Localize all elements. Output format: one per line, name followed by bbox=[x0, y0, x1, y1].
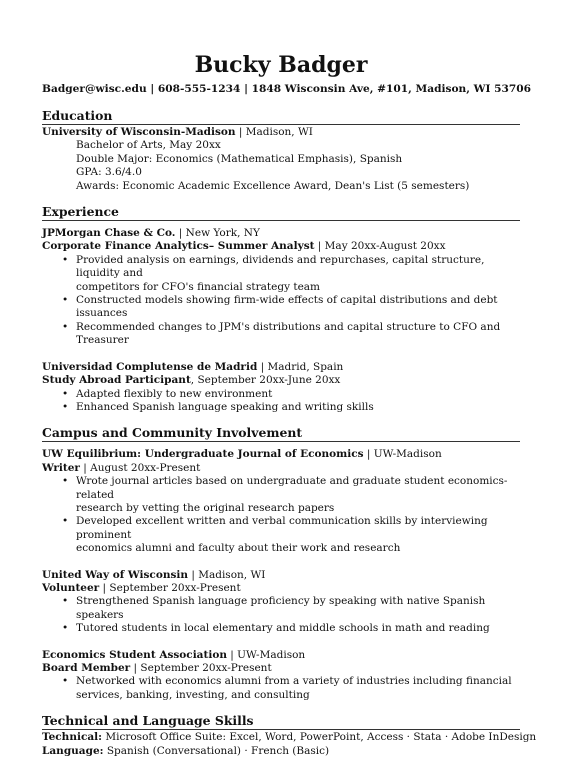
bullet-text: Networked with economics alumni from a variety of industries including financial bbox=[76, 675, 512, 688]
skills-section bbox=[42, 713, 537, 758]
bullet-item bbox=[62, 475, 520, 515]
bullet-list bbox=[42, 388, 520, 415]
role-dates: | May 20xx-August 20xx bbox=[314, 240, 446, 253]
gpa-line: GPA: 3.6/4.0 bbox=[76, 166, 142, 179]
campus-entry bbox=[42, 649, 520, 703]
bullet-text-cont: research by vetting the original research papers bbox=[76, 501, 335, 514]
experience-entry bbox=[42, 361, 520, 415]
bullet-text: Provided analysis on earnings, dividends and repurchases, capital structure, liquidity and bbox=[76, 253, 485, 280]
org-name: Universidad Complutense de Madrid bbox=[42, 360, 258, 373]
org-location: | New York, NY bbox=[175, 227, 260, 240]
education-title: Education bbox=[42, 108, 520, 125]
role-line bbox=[42, 582, 520, 595]
role-dates: | September 20xx-Present bbox=[130, 662, 272, 674]
bullet-text-cont: economics alumni and faculty about their work and research bbox=[76, 542, 401, 555]
org-line bbox=[42, 227, 520, 240]
role-name: Study Abroad Participant bbox=[42, 374, 191, 387]
experience-section bbox=[42, 204, 520, 414]
language-line bbox=[42, 745, 520, 758]
skills-title: Technical and Language Skills bbox=[42, 713, 520, 730]
campus-entry bbox=[42, 448, 520, 555]
school-location: | Madison, WI bbox=[235, 126, 313, 138]
org-line bbox=[42, 361, 520, 374]
org-name: UW Equilibrium: Undergraduate Journal of Economics bbox=[42, 448, 364, 461]
org-location: | UW-Madison bbox=[363, 448, 442, 461]
bullet-list bbox=[42, 254, 520, 348]
role-name: Corporate Finance Analytics– Summer Analyst bbox=[42, 240, 315, 253]
bullet-item: • Constructed models showing firm-wide effects of capital distributions and debt issuances bbox=[62, 294, 520, 321]
awards-line: Awards: Economic Academic Excellence Award, Dean's List (5 semesters) bbox=[76, 179, 470, 192]
bullet-list bbox=[42, 675, 520, 702]
education-section bbox=[42, 108, 520, 193]
bullet-text: Developed excellent written and verbal communication skills by interviewing prominent bbox=[76, 515, 488, 541]
bullet-list bbox=[42, 475, 520, 555]
degree-line: Bachelor of Arts, May 20xx bbox=[76, 139, 221, 152]
org-location: | Madison, WI bbox=[188, 568, 266, 581]
org-line bbox=[42, 448, 520, 461]
role-name: Volunteer bbox=[42, 581, 100, 594]
bullet-item: • Enhanced Spanish language speaking and writing skills bbox=[62, 401, 520, 414]
bullet-item: • Strengthened Spanish language proficiency by speaking with native Spanish speakers bbox=[62, 595, 520, 622]
bullet-text-cont: services, banking, investing, and consulting bbox=[76, 688, 310, 701]
role-line bbox=[42, 374, 520, 387]
role-dates: | September 20xx-Present bbox=[99, 581, 241, 594]
bullet-text-cont: competitors for CFO's financial strategy team bbox=[76, 280, 321, 293]
school-name: University of Wisconsin-Madison bbox=[42, 126, 236, 138]
role-name: Board Member bbox=[42, 662, 131, 674]
bullet-item bbox=[62, 254, 520, 294]
campus-entry bbox=[42, 569, 520, 636]
campus-title: Campus and Community Involvement bbox=[42, 425, 520, 442]
org-name: JPMorgan Chase & Co. bbox=[42, 227, 176, 240]
org-line bbox=[42, 649, 520, 662]
org-location: | UW-Madison bbox=[226, 648, 306, 661]
org-name: Economics Student Association bbox=[42, 648, 227, 661]
technical-value: Microsoft Office Suite: Excel, Word, PowerPoint, Access · Stata · Adobe InDesign bbox=[102, 731, 537, 744]
bullet-text: Wrote journal articles based on undergraduate and graduate student economics-related bbox=[76, 475, 508, 501]
org-location: | Madrid, Spain bbox=[257, 360, 344, 373]
experience-title: Experience bbox=[42, 204, 520, 221]
role-dates: , September 20xx-June 20xx bbox=[190, 374, 341, 387]
bullet-item: • Adapted flexibly to new environment bbox=[62, 388, 520, 401]
role-name: Writer bbox=[42, 461, 80, 474]
role-dates: | August 20xx-Present bbox=[79, 461, 201, 474]
bullet-item: • Recommended changes to JPM's distributions and capital structure to CFO and Treasurer bbox=[62, 321, 520, 348]
contact-line: Badger@wisc.edu | 608-555-1234 | 1848 Wisconsin Ave, #101, Madison, WI 53706 bbox=[42, 83, 532, 95]
role-line bbox=[42, 240, 520, 253]
major-line: Double Major: Economics (Mathematical Emphasis), Spanish bbox=[76, 152, 403, 165]
technical-label: Technical: bbox=[42, 731, 103, 744]
role-line bbox=[42, 662, 520, 675]
role-line bbox=[42, 462, 520, 475]
bullet-item bbox=[62, 675, 520, 702]
language-label: Language: bbox=[42, 744, 104, 757]
campus-section bbox=[42, 425, 520, 702]
org-name: United Way of Wisconsin bbox=[42, 568, 188, 581]
experience-entry bbox=[42, 227, 520, 348]
bullet-list bbox=[42, 595, 520, 635]
school-line bbox=[42, 126, 520, 139]
bullet-item bbox=[62, 515, 520, 555]
candidate-name: Bucky Badger bbox=[194, 52, 368, 78]
bullet-item: • Tutored students in local elementary and middle schools in math and reading bbox=[62, 622, 520, 635]
language-value: Spanish (Conversational) · French (Basic) bbox=[103, 744, 330, 757]
org-line bbox=[42, 569, 520, 582]
